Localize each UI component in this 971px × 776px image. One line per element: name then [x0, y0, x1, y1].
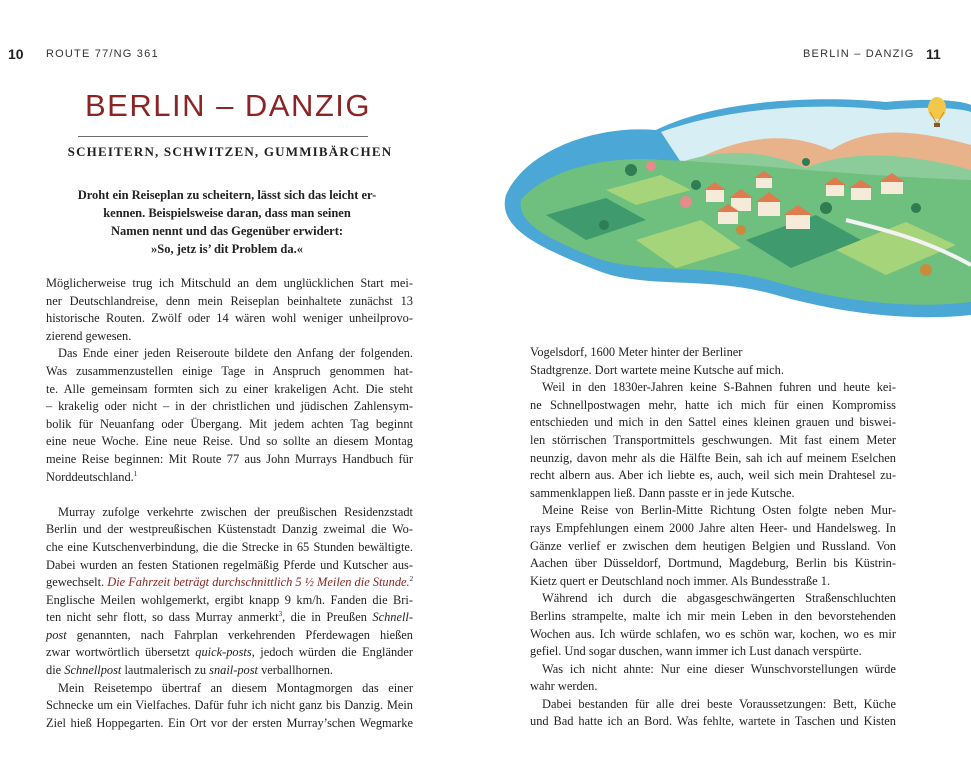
- text-line: Berlins strampelte, malte ich mir mein Leben in den bevorstehenden: [530, 608, 896, 623]
- text-line: zierend gewesen.: [46, 328, 132, 343]
- text-line: Schnecke um ein Vielfaches. Dafür fuhr ich nicht ganz bis Danzig. Mein: [46, 698, 413, 713]
- text-line: Möglicherweise trug ich Mitschuld an dem unglücklichen Start mei-: [46, 276, 413, 290]
- text-line: entschieden und mich in den Sattel eines kleinen grauen und biswei-: [530, 415, 896, 430]
- right-body-text: [530, 344, 896, 731]
- running-head-right: BERLIN – DANZIG: [803, 48, 915, 60]
- text-line: und Bad hatte ich an Bord. Was fehlte, wartete in Taschen und Kisten: [530, 714, 896, 729]
- murray-quote: Die Fahrzeit beträgt durchschnittlich 5 ½ Meilen die Stunde.: [107, 575, 410, 590]
- text-line: [46, 574, 413, 592]
- text-line: Was ich nicht ahnte: Nur eine dieser Wunschvorstellungen würde: [542, 661, 896, 676]
- epigraph-line: Namen nennt und das Gegenüber erwidert:: [110, 224, 344, 238]
- title-rule: [78, 136, 368, 137]
- text-line: sammenklappen ließ. Dann passte er in jede Kutsche.: [530, 485, 795, 500]
- text-line: Weil in den 1830er-Jahren keine S-Bahnen fuhren und heute kei-: [542, 380, 896, 395]
- text-line: meine Reise beginnen: Mit Route 77 aus John Murrays Handbuch für: [46, 451, 413, 466]
- text-line: [46, 644, 413, 662]
- text-span: lautmalerisch zu: [121, 663, 210, 678]
- text-line: eine neue Woche. Eine neue Reise. Und so sollte an diesem Montag: [46, 434, 413, 449]
- page-number-right: 11: [926, 46, 941, 62]
- text-line: Englische Meilen wohlgemerkt, ergibt knapp 9 km/h. Fanden die Bri-: [46, 592, 413, 607]
- footnote-marker: 2: [409, 574, 414, 583]
- text-span: Norddeutschland.: [46, 469, 134, 484]
- chapter-subtitle: SCHEITERN, SCHWITZEN, GUMMIBÄRCHEN: [67, 144, 393, 159]
- text-line: Aachen über Düsseldorf, Dortmund, Magdeburg, Berlin bis Küstrin-: [530, 556, 896, 571]
- text-span: verballhornen.: [258, 663, 334, 678]
- text-span: genannten, nach Fahrplan verkehrenden Pferdewagen hießen: [66, 627, 413, 642]
- right-page: [486, 0, 971, 776]
- text-line: recht albern aus. Aber ich liebte es, auch, weil sich mein Drahtesel zu-: [530, 468, 896, 483]
- page-number-left: 10: [8, 46, 24, 62]
- text-line: Dabei bestanden für alle drei beste Voraussetzungen: Bett, Küche: [542, 696, 896, 711]
- left-body-text: [46, 275, 413, 732]
- text-line: bolik für Neuanfang oder Übergang. Mit jedem achten Tag beginnt: [46, 416, 413, 431]
- running-head-left: ROUTE 77/NG 361: [46, 48, 159, 60]
- paragraph-gap: [46, 486, 413, 504]
- text-span: gewechselt.: [46, 575, 108, 590]
- text-line: te. Alle gemeinsam formten sich zu einer krakeligen Acht. Die steht: [46, 381, 413, 396]
- text-line: che eine Kutschenverbindung, die die Strecke in 65 Stunden bewältigte.: [46, 539, 413, 554]
- text-line: Vogelsdorf, 1600 Meter hinter der Berliner: [530, 345, 743, 359]
- text-line: historische Routen. Zwölf oder 14 wären wohl weniger unheilprovo-: [46, 311, 413, 326]
- epigraph-line: »So, jetz is’ dit Problem da.«: [151, 242, 303, 256]
- epigraph: [46, 186, 408, 258]
- text-line: Mein Reisetempo übertraf an diesem Montagmorgen das einer: [58, 680, 413, 695]
- text-span: Schnellpost: [64, 663, 122, 678]
- text-line: Kietz quert er Deutschland noch immer. Als Bundesstraße 1.: [530, 573, 831, 588]
- text-line: gefiel. Und sogar duschen, wann immer ich Lust danach verspürte.: [530, 644, 862, 659]
- text-span: die: [46, 663, 65, 678]
- text-line: rays Empfehlungen einem 2000 Jahre alten Heer- und Handelsweg. In: [530, 520, 896, 535]
- text-line: Was zusammenzustellen einige Tage in Anspruch genommen hat-: [46, 363, 413, 378]
- text-line: Das Ende einer jeden Reiseroute bildete den Anfang der folgenden.: [58, 346, 413, 361]
- text-span: quick-posts: [195, 645, 252, 660]
- text-line: [46, 609, 413, 627]
- text-line: Gänze verlief er zwischen dem heutigen Belgien und Russland. Von: [530, 538, 896, 553]
- text-line: [46, 469, 413, 487]
- landscape-illustration: [486, 90, 971, 340]
- text-line: neunzig, davon mehr als die Hälfte Bein, sah ich auf meinem Eselchen: [530, 450, 896, 465]
- text-span: , jedoch würden die Engländer: [251, 645, 413, 660]
- text-line: [46, 662, 413, 680]
- footnote-marker: 1: [133, 469, 138, 478]
- text-line: – krakelig oder nicht – in der christlichen und jüdischen Zahlensym-: [46, 399, 413, 414]
- text-line: Stadtgrenze. Dort wartete meine Kutsche auf mich.: [530, 362, 784, 377]
- text-line: Wochen aus. Ich würde schlafen, wo es schön war, kochen, wo es mir: [530, 626, 896, 641]
- epigraph-line: Droht ein Reiseplan zu scheitern, lässt sich das leicht er-: [77, 188, 377, 202]
- text-line: Ziel hieß Hoppegarten. Ein Ort vor der ersten Murray’schen Wegmarke: [46, 715, 413, 730]
- text-line: ne Schnellpostwagen mehr, hatte ich mich für einen Kompromiss: [530, 397, 896, 412]
- text-span: , die in Preußen: [282, 610, 373, 625]
- text-line: len störrischen Transportmittels geschwungen. Mit fast einem Meter: [530, 432, 896, 447]
- text-span: zwar wortwörtlich übersetzt: [46, 645, 196, 660]
- text-line: [46, 627, 413, 645]
- text-span: ten nicht sehr flott, so dass Murray anmerkt: [46, 610, 279, 625]
- text-line: wahr werden.: [530, 679, 598, 694]
- text-span: snail-post: [209, 663, 259, 678]
- text-line: Meine Reise von Berlin-Mitte Richtung Osten folgte neben Mur-: [542, 503, 896, 518]
- chapter-title: BERLIN – DANZIG: [84, 88, 372, 123]
- text-line: Murray zufolge verkehrte zwischen der preußischen Residenzstadt: [58, 504, 413, 519]
- text-span: post: [46, 627, 67, 642]
- text-line: ner Deutschlandreise, denn mein Reiseplan beinhaltete zunächst 13: [46, 293, 413, 308]
- text-line: Während ich durch die abgasgeschwängerten Straßenschluchten: [542, 591, 896, 606]
- epigraph-line: kennen. Beispielsweise daran, dass man seinen: [103, 206, 351, 220]
- text-span: Schnell-: [372, 610, 413, 625]
- footnote-marker: 3: [278, 610, 283, 619]
- text-line: Dabei wurden an festen Stationen regelmäßig Pferde und Kutscher aus-: [46, 557, 413, 572]
- text-line: Berlin und der westpreußischen Küstenstadt Danzig zweimal die Wo-: [46, 522, 413, 537]
